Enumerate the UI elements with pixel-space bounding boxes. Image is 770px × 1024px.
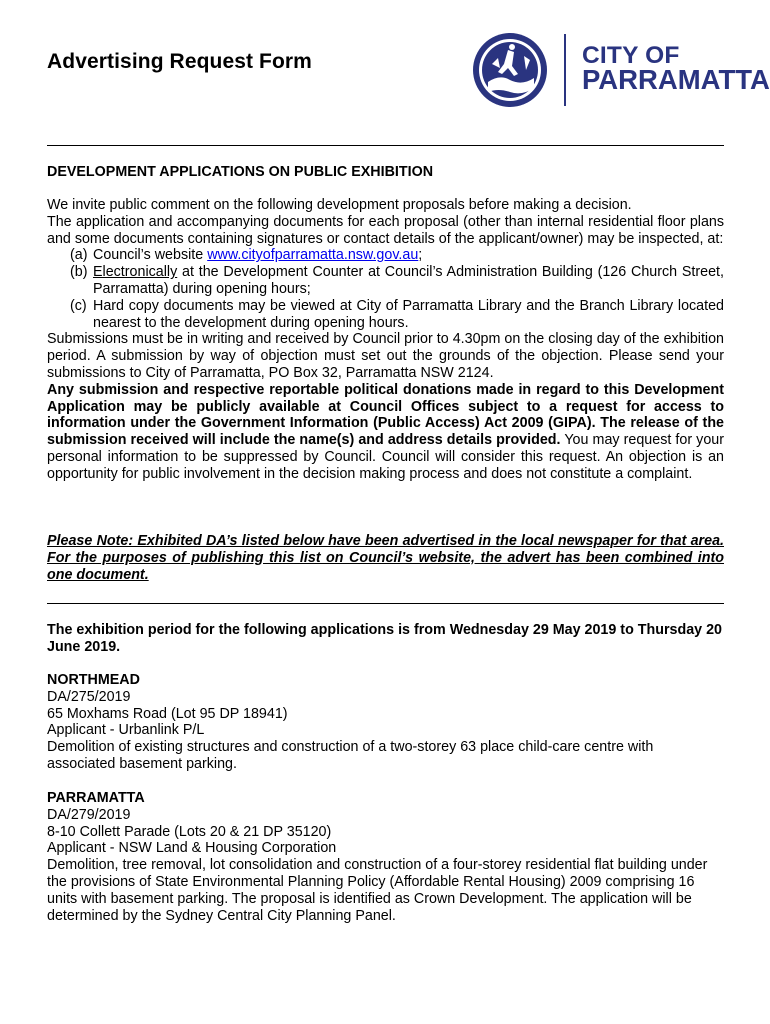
gipa-paragraph [47,382,724,483]
list-underlined-text: Electronically [93,264,178,281]
list-item-b [47,264,724,298]
top-divider [47,145,724,146]
page-title: Advertising Request Form [47,50,312,73]
applicant: Applicant - Urbanlink P/L [47,722,205,739]
middle-divider [47,603,724,604]
parramatta-crest-icon [468,30,560,110]
list-marker: (b) [70,264,88,281]
list-text: at the Development Counter at Council’s Administration Building (126 Church Street, Parramatta) during opening hours; [93,264,724,297]
list-item-c [47,298,724,332]
please-note [47,533,724,583]
da-number: DA/275/2019 [47,688,131,705]
list-item-a [47,247,724,264]
proposal-description: Demolition, tree removal, lot consolidation and construction of a four-storey residential flat building under the provisions of State Environmental Planning Policy (Affordable Rental Housing) 2009 comprising 16 units with basement parking. The proposal is identified as Crown Development. The application will be determined by the Sydney Central City Planning Panel. [47,857,708,924]
notice-body [47,197,724,483]
site-address: 65 Moxhams Road (Lot 95 DP 18941) [47,705,288,722]
list-marker: (a) [70,247,88,264]
exhibition-period: The exhibition period for the following applications is from Wednesday 29 May 2019 to Thursday 20 June 2019. [47,622,722,655]
application-parramatta [47,790,724,924]
applicant: Applicant - NSW Land & Housing Corporation [47,840,337,857]
gipa-tail-text: You may request for your personal information to be suppressed by Council. Council will consider this request. An objection is an opportunity for public involvement in the decision making process and does not constitute a complaint. [47,432,724,482]
proposal-description: Demolition of existing structures and construction of a two-storey 63 place child-care centre with associated basement parking. [47,739,654,772]
intro-paragraph: The application and accompanying documents for each proposal (other than internal residential floor plans and some documents containing signatures or contact details of the applicant/owner) may be inspected, at: [47,213,724,247]
gipa-bold-text: Any submission and respective reportable political donations made in regard to this Development Application may be publicly available at Council Offices subject to a request for access to information under the Government Information (Public Access) Act 2009 (GIPA). The release of the submission received will include the name(s) and address details provided. [47,381,724,449]
list-punct: ; [418,247,423,264]
logo-line-2: PARRAMATTA [582,64,770,95]
city-logo [468,30,770,110]
logo-wordmark [582,42,770,95]
da-number: DA/279/2019 [47,806,131,823]
submissions-paragraph: Submissions must be in writing and received by Council prior to 4.30pm on the closing day of the exhibition period. A submission by way of objection must set out the grounds of the objection. Please send your submissions to City of Parramatta, PO Box 32, Parramatta NSW 2124. [47,331,724,381]
suburb-heading: PARRAMATTA [47,790,145,806]
council-website-link[interactable]: www.cityofparramatta.nsw.gov.au [207,247,419,264]
intro-line: We invite public comment on the following development proposals before making a decision. [47,197,632,213]
list-text: Council’s website [93,247,204,264]
section-heading: DEVELOPMENT APPLICATIONS ON PUBLIC EXHIBITION [47,164,434,180]
please-note-text: Please Note: Exhibited DA’s listed below have been advertised in the local newspaper for that area. For the purposes of publishing this list on Council’s website, the advert has been combined into one document. [47,533,724,583]
application-northmead [47,672,724,773]
list-text: Hard copy documents may be viewed at City of Parramatta Library and the Branch Library located nearest to the development during opening hours. [93,297,724,331]
logo-line-1: CITY OF [582,42,680,69]
suburb-heading: NORTHMEAD [47,672,140,688]
list-marker: (c) [70,297,87,314]
site-address: 8-10 Collett Parade (Lots 20 & 21 DP 35120) [47,823,332,840]
logo-divider [564,34,566,106]
